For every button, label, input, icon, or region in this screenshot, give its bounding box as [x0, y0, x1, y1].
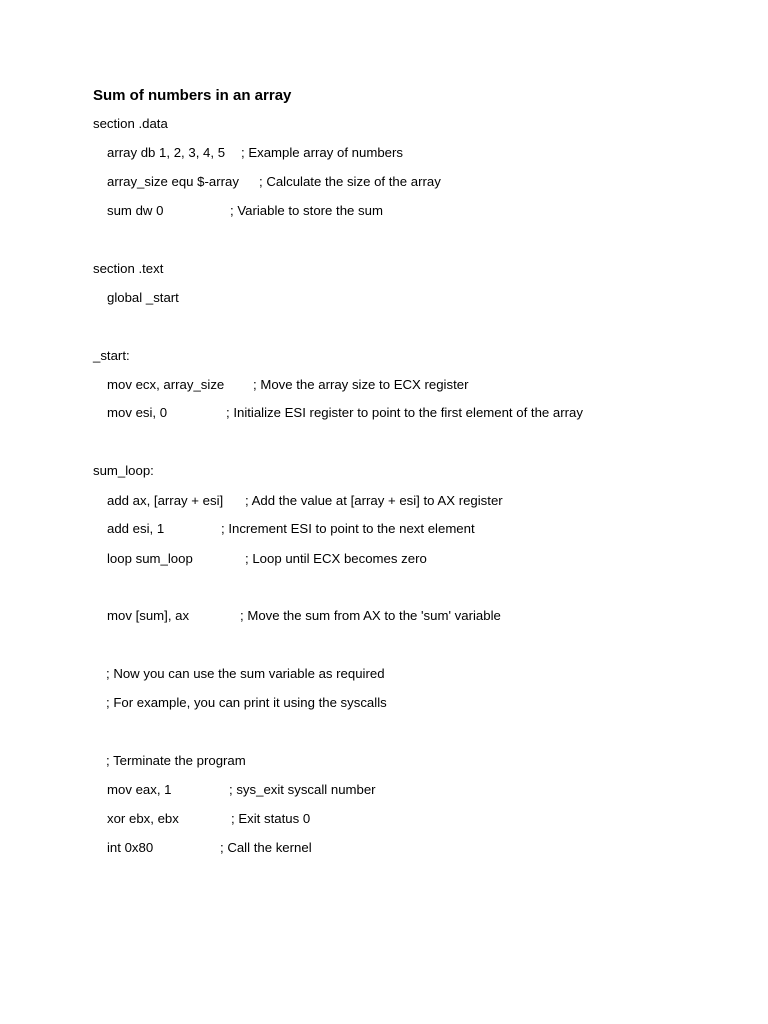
code-comment: ; Call the kernel	[220, 840, 312, 855]
code-line	[107, 289, 179, 307]
code-comment: ; Move the array size to ECX register	[253, 377, 469, 392]
code-line	[107, 202, 383, 220]
code-comment: ; Variable to store the sum	[230, 203, 383, 218]
code-line	[107, 607, 501, 625]
code-text: mov [sum], ax	[107, 608, 190, 623]
code-text: xor ebx, ebx	[107, 811, 179, 826]
code-line	[107, 492, 503, 510]
code-text: int 0x80	[107, 840, 154, 855]
code-comment: ; Loop until ECX becomes zero	[245, 551, 427, 566]
code-line	[93, 462, 154, 480]
code-line	[107, 520, 475, 538]
code-comment: ; Calculate the size of the array	[259, 174, 441, 189]
code-line	[107, 810, 311, 828]
code-text: mov esi, 0	[107, 405, 168, 420]
code-text: mov ecx, array_size	[107, 377, 225, 392]
code-text: sum_loop:	[93, 463, 154, 478]
code-comment: ; Exit status 0	[231, 811, 311, 826]
code-text: mov eax, 1	[107, 782, 172, 797]
code-text: add ax, [array + esi]	[107, 493, 224, 508]
code-text: loop sum_loop	[107, 551, 193, 566]
code-line	[93, 347, 130, 365]
code-line	[93, 260, 163, 278]
code-line	[107, 404, 583, 422]
code-comment: ; Now you can use the sum variable as required	[106, 666, 385, 681]
code-text: section .text	[93, 261, 164, 276]
code-text: global _start	[107, 290, 179, 305]
code-line	[107, 781, 376, 799]
code-text: section .data	[93, 116, 168, 131]
code-line	[107, 839, 312, 857]
code-comment: ; Initialize ESI register to point to the first element of the array	[226, 405, 583, 420]
code-comment: ; Example array of numbers	[241, 145, 403, 160]
document-title: Sum of numbers in an array	[93, 87, 292, 104]
code-comment: ; Add the value at [array + esi] to AX register	[245, 493, 503, 508]
code-comment: ; Move the sum from AX to the 'sum' variable	[240, 608, 501, 623]
code-line	[107, 550, 427, 568]
code-text: sum dw 0	[107, 203, 164, 218]
code-comment: ; Increment ESI to point to the next element	[221, 521, 475, 536]
code-text: array db 1, 2, 3, 4, 5	[107, 145, 226, 160]
code-text: _start:	[93, 348, 130, 363]
code-line	[93, 115, 168, 133]
code-line	[107, 144, 403, 162]
code-line	[107, 376, 469, 394]
code-line	[107, 173, 441, 191]
code-text: add esi, 1	[107, 521, 165, 536]
code-comment: ; Terminate the program	[106, 753, 246, 768]
code-comment: ; For example, you can print it using the syscalls	[106, 695, 387, 710]
code-comment: ; sys_exit syscall number	[229, 782, 376, 797]
code-text: array_size equ $-array	[107, 174, 239, 189]
